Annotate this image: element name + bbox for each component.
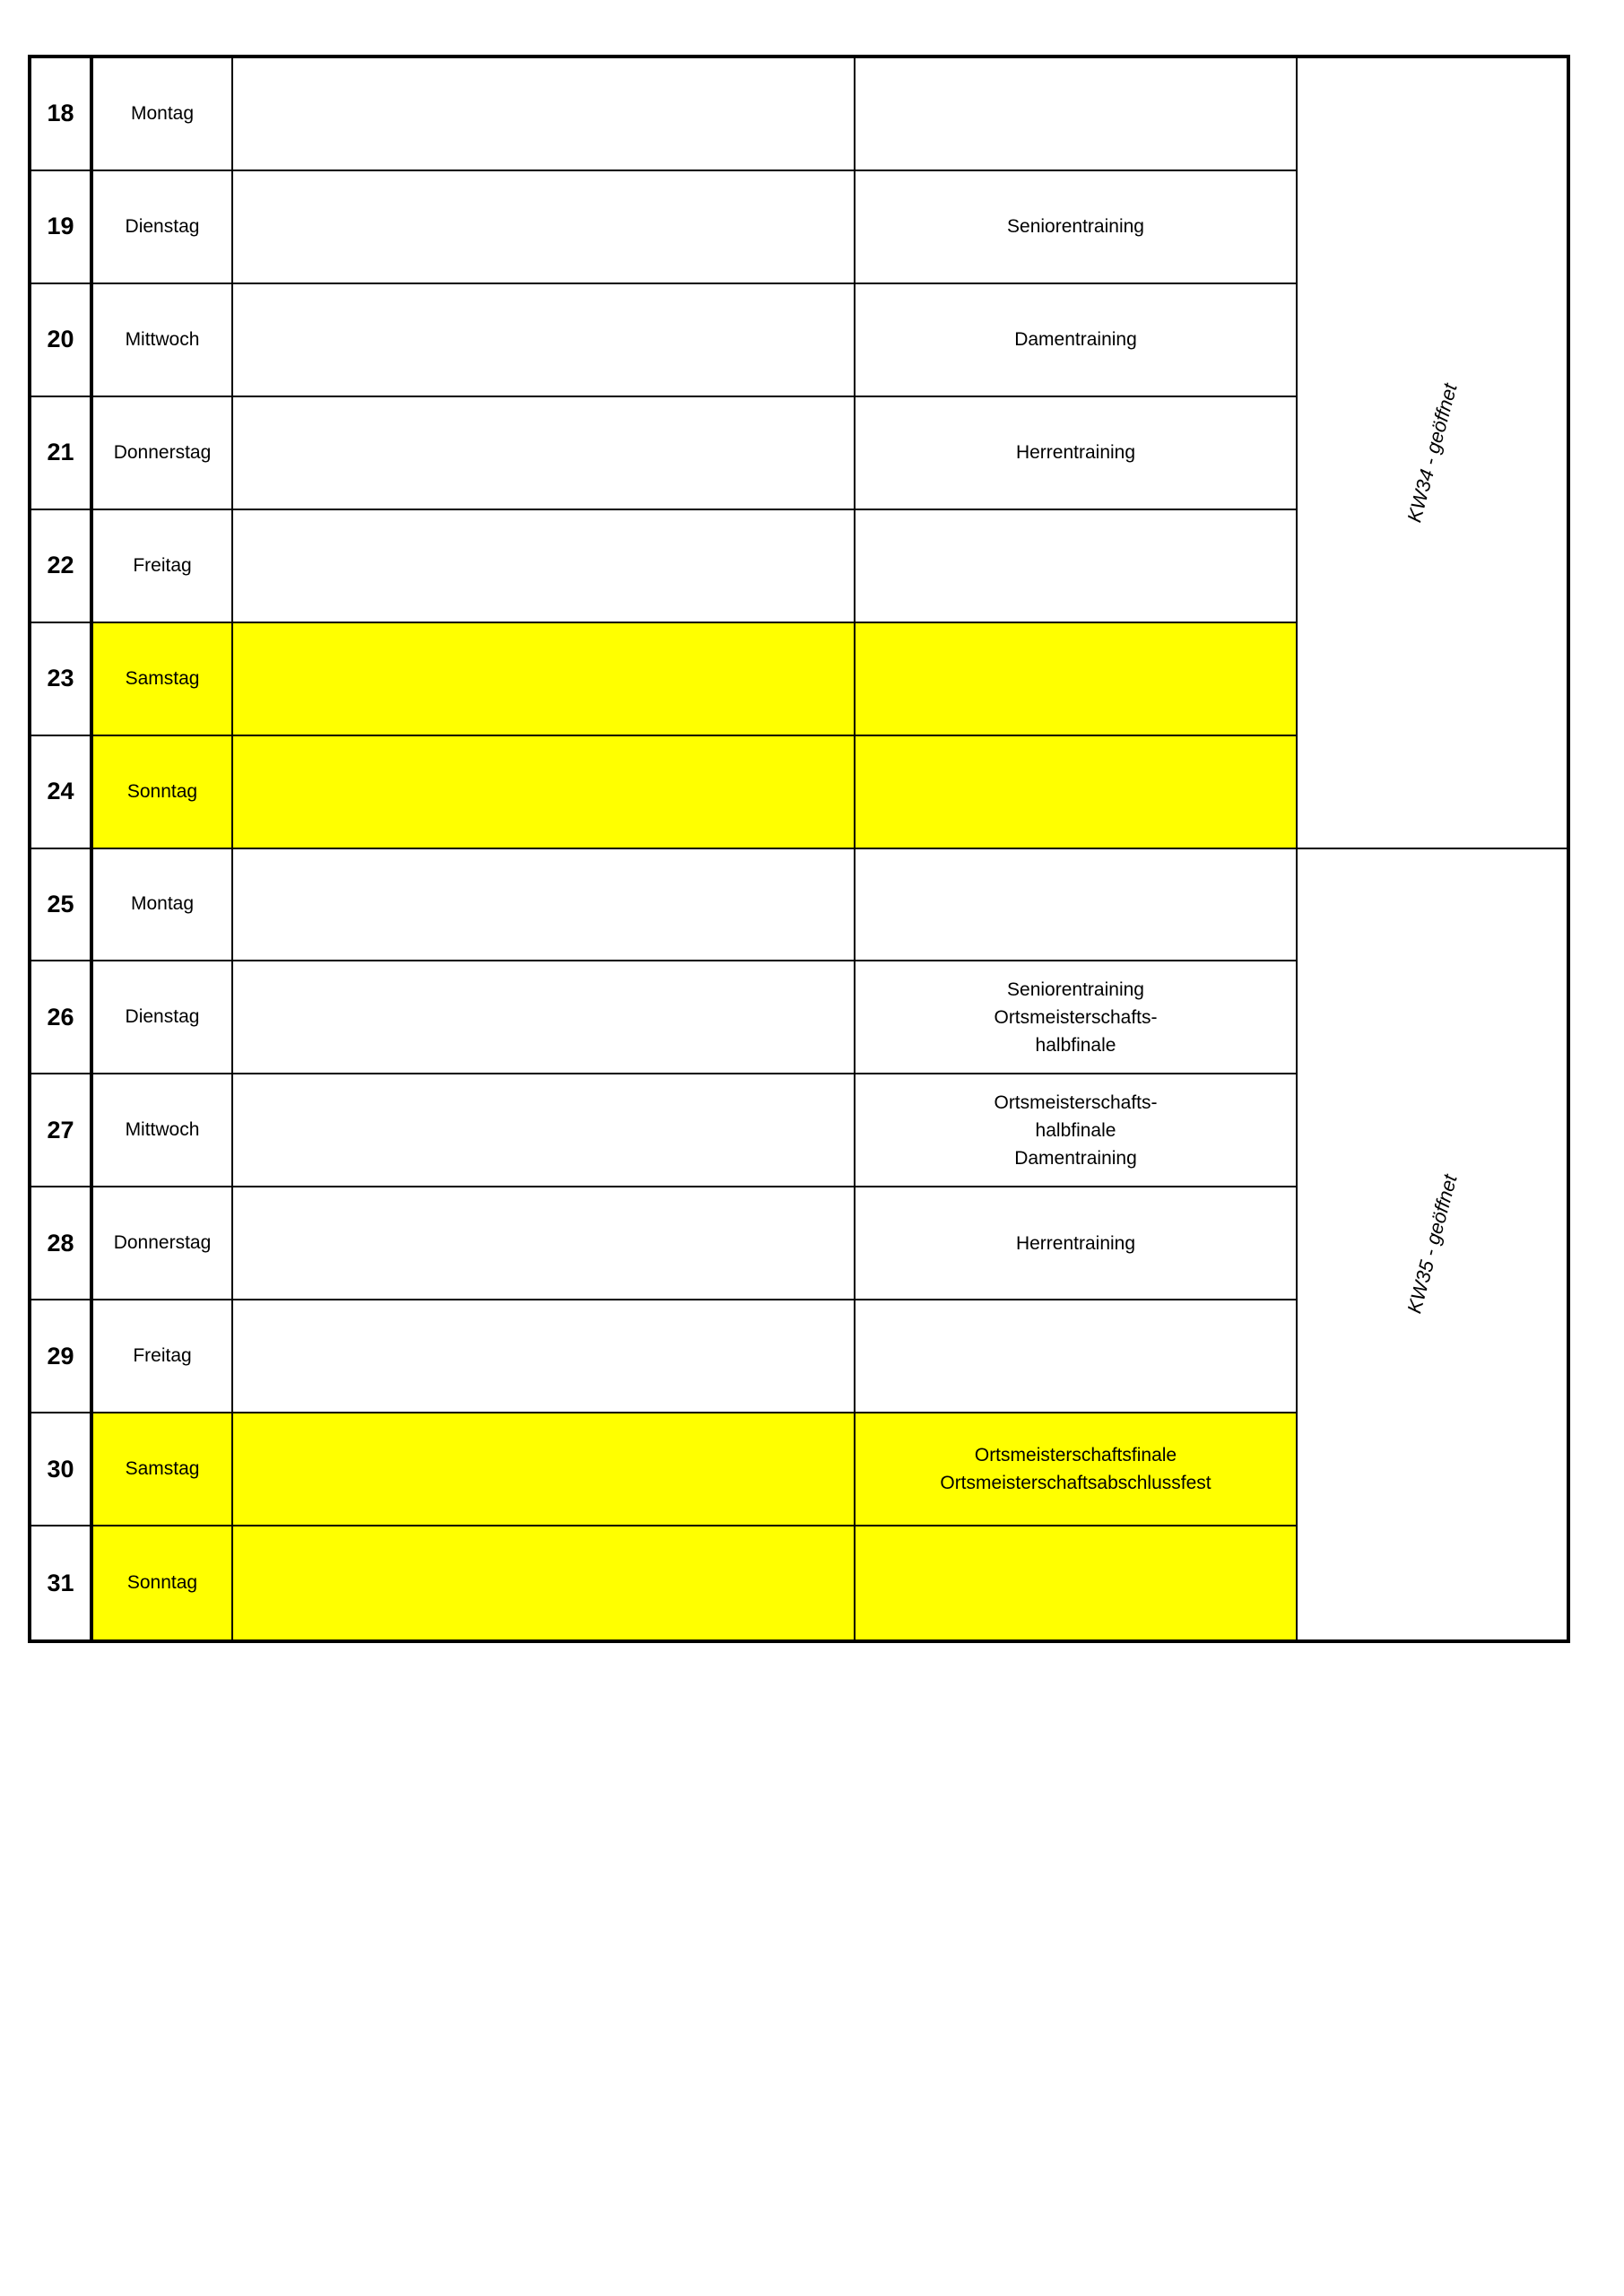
weekday-name: Donnerstag [93,397,233,510]
note-cell [233,623,855,736]
week-label: KW34 - geöffnet [1402,380,1462,525]
events-cell: Herrentraining [855,1187,1298,1300]
weekday-name: Freitag [93,510,233,623]
events-cell: Herrentraining [855,397,1298,510]
day-number: 20 [31,284,93,397]
events-cell: Ortsmeisterschaftsfinale Ortsmeisterschaftsabschlussfest [855,1413,1298,1526]
weekday-name: Montag [93,58,233,171]
events-cell: Damentraining [855,284,1298,397]
note-cell [233,171,855,284]
events-cell [855,58,1298,171]
events-cell [855,1526,1298,1639]
day-number: 30 [31,1413,93,1526]
note-cell [233,1074,855,1187]
note-cell [233,1413,855,1526]
day-number: 25 [31,849,93,962]
events-cell [855,510,1298,623]
day-number: 23 [31,623,93,736]
weekday-name: Dienstag [93,961,233,1074]
weekday-name: Samstag [93,1413,233,1526]
day-number: 31 [31,1526,93,1639]
week-label: KW35 - geöffnet [1402,1172,1462,1317]
note-cell [233,1300,855,1413]
weekday-name: Montag [93,849,233,962]
day-number: 24 [31,736,93,849]
events-cell: Seniorentraining Ortsmeisterschafts- halbfinale [855,961,1298,1074]
weekday-name: Mittwoch [93,284,233,397]
note-cell [233,284,855,397]
day-number: 19 [31,171,93,284]
weekday-name: Sonntag [93,736,233,849]
day-number: 28 [31,1187,93,1300]
day-number: 18 [31,58,93,171]
day-number: 27 [31,1074,93,1187]
events-cell [855,623,1298,736]
day-number: 29 [31,1300,93,1413]
weekday-name: Freitag [93,1300,233,1413]
note-cell [233,58,855,171]
weekday-name: Dienstag [93,171,233,284]
week-label-cell [1298,849,1567,1640]
note-cell [233,1526,855,1639]
note-cell [233,849,855,962]
note-cell [233,397,855,510]
note-cell [233,510,855,623]
note-cell [233,1187,855,1300]
calendar-table [28,55,1570,1643]
weekday-name: Donnerstag [93,1187,233,1300]
day-number: 21 [31,397,93,510]
week-label-cell [1298,58,1567,849]
events-cell [855,736,1298,849]
events-cell [855,1300,1298,1413]
day-number: 22 [31,510,93,623]
events-cell: Ortsmeisterschafts- halbfinale Damentraining [855,1074,1298,1187]
weekday-name: Samstag [93,623,233,736]
note-cell [233,736,855,849]
events-cell: Seniorentraining [855,171,1298,284]
weekday-name: Sonntag [93,1526,233,1639]
events-cell [855,849,1298,962]
weekday-name: Mittwoch [93,1074,233,1187]
day-number: 26 [31,961,93,1074]
note-cell [233,961,855,1074]
